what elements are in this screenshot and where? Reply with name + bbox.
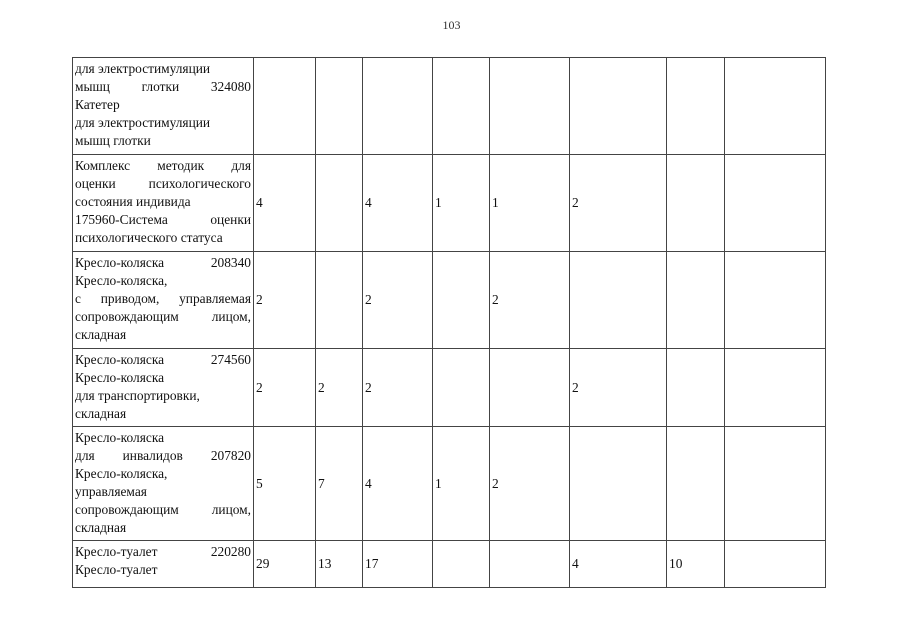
quantity-cell [433, 58, 490, 155]
item-description-cell [73, 252, 254, 349]
item-description-cell [73, 58, 254, 155]
item-description-line: Кресло-коляска, [75, 466, 168, 481]
quantity-cell [725, 427, 826, 541]
item-description-line: для электростимуляции [75, 61, 211, 76]
quantity-cell: 1 [433, 427, 490, 541]
quantity-cell: 2 [254, 349, 316, 427]
quantity-cell: 2 [570, 349, 667, 427]
quantity-cell: 2 [570, 155, 667, 252]
quantity-cell [316, 155, 363, 252]
item-description-line: 175960-Система оценки [75, 212, 251, 227]
item-description-line: сопровождающим лицом, [75, 309, 251, 324]
quantity-cell [490, 541, 570, 588]
quantity-cell: 2 [490, 427, 570, 541]
quantity-cell: 4 [570, 541, 667, 588]
quantity-cell [254, 58, 316, 155]
quantity-cell [725, 349, 826, 427]
item-description-line: Катетер [75, 97, 120, 112]
quantity-cell: 1 [490, 155, 570, 252]
table-body [73, 58, 826, 588]
item-description-line: складная [75, 520, 127, 535]
quantity-cell [316, 252, 363, 349]
item-description-line: Кресло-коляска [75, 430, 165, 445]
quantity-cell: 4 [363, 155, 433, 252]
quantity-cell [490, 58, 570, 155]
item-description-line: мышц глотки 324080 [75, 79, 251, 94]
quantity-cell [490, 349, 570, 427]
quantity-cell: 2 [254, 252, 316, 349]
quantity-cell: 2 [363, 252, 433, 349]
quantity-cell [667, 427, 725, 541]
quantity-cell [433, 541, 490, 588]
quantity-cell [433, 252, 490, 349]
quantity-cell: 29 [254, 541, 316, 588]
item-description-line: складная [75, 327, 127, 342]
item-description-line: Кресло-туалет [75, 562, 158, 577]
item-description-cell [73, 349, 254, 427]
table-row [73, 252, 826, 349]
item-description-line: сопровождающим лицом, [75, 502, 251, 517]
item-description-line: Кресло-коляска 274560 [75, 352, 251, 367]
item-description-line: мышц глотки [75, 133, 151, 148]
item-description-line: с приводом, управляемая [75, 291, 251, 306]
item-description-cell [73, 541, 254, 588]
table-row [73, 427, 826, 541]
table-row [73, 541, 826, 588]
quantity-cell: 2 [490, 252, 570, 349]
quantity-cell [363, 58, 433, 155]
item-description-line: оценки психологического [75, 176, 251, 191]
quantity-cell [725, 58, 826, 155]
quantity-cell [667, 252, 725, 349]
item-description-line: для инвалидов 207820 [75, 448, 251, 463]
item-description-line: для электростимуляции [75, 115, 211, 130]
quantity-cell: 4 [363, 427, 433, 541]
quantity-cell [667, 155, 725, 252]
item-description-line: складная [75, 406, 127, 421]
item-description-line: Комплекс методик для [75, 158, 251, 173]
equipment-table [72, 57, 826, 588]
item-description-line: Кресло-коляска 208340 [75, 255, 251, 270]
quantity-cell [725, 155, 826, 252]
item-description-line: состояния индивида [75, 194, 191, 209]
quantity-cell: 7 [316, 427, 363, 541]
quantity-cell: 17 [363, 541, 433, 588]
quantity-cell: 4 [254, 155, 316, 252]
quantity-cell [570, 58, 667, 155]
quantity-cell [433, 349, 490, 427]
item-description-cell [73, 427, 254, 541]
quantity-cell: 2 [363, 349, 433, 427]
quantity-cell: 13 [316, 541, 363, 588]
item-description-line: Кресло-туалет 220280 [75, 544, 251, 559]
quantity-cell [667, 349, 725, 427]
table-row [73, 58, 826, 155]
quantity-cell [316, 58, 363, 155]
quantity-cell: 2 [316, 349, 363, 427]
quantity-cell [667, 58, 725, 155]
quantity-cell [570, 427, 667, 541]
item-description-line: управляемая [75, 484, 147, 499]
item-description-line: Кресло-коляска [75, 370, 165, 385]
item-description-cell [73, 155, 254, 252]
quantity-cell: 5 [254, 427, 316, 541]
quantity-cell: 10 [667, 541, 725, 588]
item-description-line: Кресло-коляска, [75, 273, 168, 288]
table-row [73, 155, 826, 252]
table-row [73, 349, 826, 427]
item-description-line: психологического статуса [75, 230, 223, 245]
item-description-line: для транспортировки, [75, 388, 200, 403]
quantity-cell [570, 252, 667, 349]
page-number: 103 [442, 18, 461, 32]
quantity-cell: 1 [433, 155, 490, 252]
quantity-cell [725, 252, 826, 349]
quantity-cell [725, 541, 826, 588]
